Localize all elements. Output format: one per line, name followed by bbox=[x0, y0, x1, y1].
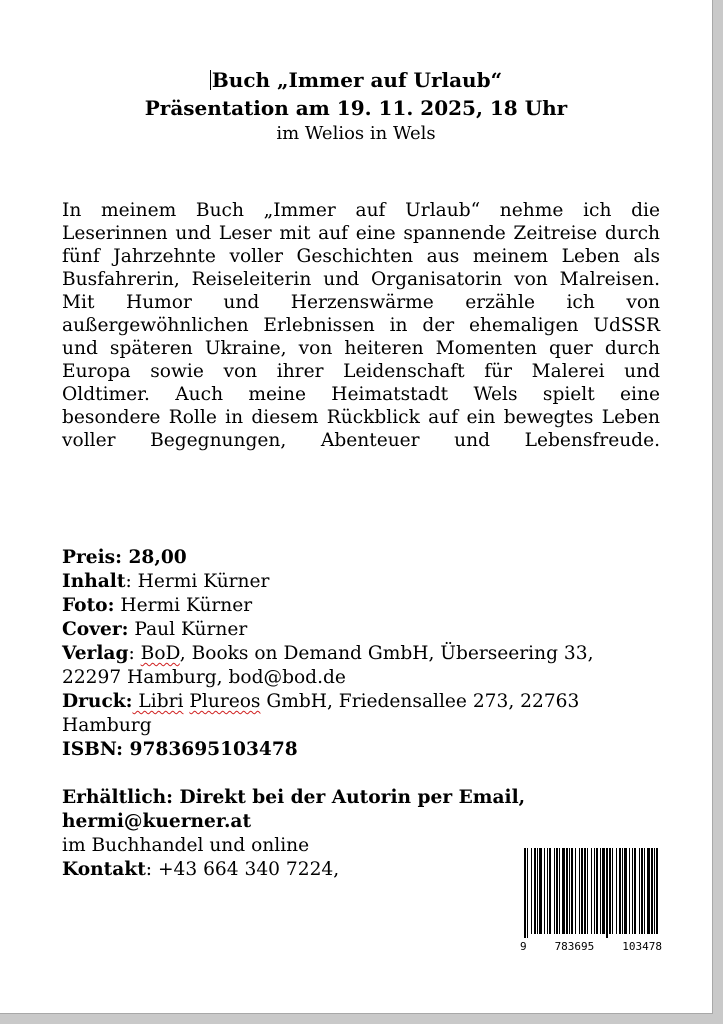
barcode-bar bbox=[581, 848, 583, 934]
availability: Erhältlich: Direkt bei der Autorin per Email, bbox=[62, 787, 526, 808]
content-value: : Hermi Kürner bbox=[125, 571, 270, 592]
body-line: fünf Jahrzehnte voller Geschichten aus meinem Leben als bbox=[62, 246, 660, 267]
barcode-bar bbox=[634, 848, 636, 934]
barcode-digits bbox=[520, 940, 662, 953]
content-row bbox=[62, 570, 622, 594]
price: Preis: 28,00 bbox=[62, 547, 187, 568]
body-line: Busfahrerin, Reiseleiterin und Organisatorin von Malreisen. bbox=[62, 269, 660, 290]
barcode-digit-group: 103478 bbox=[622, 940, 662, 953]
author-email: hermi@kuerner.at bbox=[62, 811, 252, 832]
photo-label: Foto: bbox=[62, 595, 115, 616]
book-details bbox=[62, 546, 622, 882]
barcode-bar bbox=[654, 848, 655, 934]
publisher-label: Verlag bbox=[62, 643, 129, 664]
barcode-bar bbox=[591, 848, 592, 934]
barcode-bar bbox=[534, 848, 536, 934]
barcode-bar bbox=[571, 848, 573, 934]
barcode-bar bbox=[600, 848, 601, 934]
print-city: Hamburg bbox=[62, 715, 152, 736]
barcode-bar bbox=[609, 848, 611, 934]
barcode-bar bbox=[619, 848, 621, 934]
barcode-bar bbox=[612, 848, 613, 934]
content-label: Inhalt bbox=[62, 571, 126, 592]
publisher-sep: : bbox=[128, 643, 141, 664]
publisher-bod: BoD bbox=[140, 643, 180, 664]
print-libri: Libri bbox=[132, 691, 184, 712]
barcode-bar bbox=[556, 848, 558, 934]
barcode-bar bbox=[531, 848, 532, 934]
barcode-bar bbox=[539, 848, 542, 934]
barcode-bar bbox=[647, 848, 650, 934]
contact-value: : +43 664 340 7224, bbox=[145, 859, 340, 880]
barcode-bar bbox=[624, 848, 627, 934]
barcode-bar bbox=[524, 848, 526, 938]
barcode-digit-group: 783695 bbox=[554, 940, 595, 953]
body-line: Oldtimer. Auch meine Heimatstadt Wels spielt eine bbox=[62, 384, 660, 405]
availability-more: im Buchhandel und online bbox=[62, 835, 310, 856]
barcode-bar bbox=[639, 848, 640, 934]
barcode-bar bbox=[547, 848, 548, 934]
barcode-bar bbox=[629, 848, 630, 934]
book-title-text: Buch „Immer auf Urlaub“ bbox=[211, 68, 503, 92]
barcode-bar bbox=[554, 848, 555, 934]
cover-row bbox=[62, 618, 622, 642]
barcode-bar bbox=[527, 848, 528, 938]
barcode-bar bbox=[644, 848, 645, 934]
publisher-row bbox=[62, 642, 622, 666]
publisher-rest: , Books on Demand GmbH, Überseering 33, bbox=[179, 643, 594, 664]
barcode-bar bbox=[569, 848, 570, 934]
barcode-bar bbox=[559, 848, 560, 934]
publisher-address: 22297 Hamburg, bod@bod.de bbox=[62, 667, 346, 688]
barcode-bar bbox=[579, 848, 580, 934]
cover-value: Paul Kürner bbox=[128, 619, 248, 640]
description-paragraph bbox=[62, 199, 660, 452]
barcode-bar bbox=[651, 848, 653, 934]
barcode-digit-group: 9 bbox=[520, 940, 527, 953]
barcode-bars bbox=[520, 848, 662, 938]
barcode-bar bbox=[584, 848, 586, 934]
body-line: voller Begegnungen, Abenteuer und Lebensfreude. bbox=[62, 430, 660, 451]
photo-row bbox=[62, 594, 622, 618]
body-line: Europa sowie von ihrer Leidenschaft für Malerei und bbox=[62, 361, 660, 382]
barcode-bar bbox=[544, 848, 545, 934]
barcode-bar bbox=[549, 848, 551, 934]
print-rest: GmbH, Friedensallee 273, 22763 bbox=[260, 691, 580, 712]
barcode-bar bbox=[575, 848, 576, 934]
text-cursor bbox=[210, 70, 211, 90]
presentation-location: im Welios in Wels bbox=[276, 123, 436, 144]
body-line: In meinem Buch „Immer auf Urlaub“ nehme ich die bbox=[62, 200, 660, 221]
body-line: außergewöhnlichen Erlebnissen in der ehemaligen UdSSR bbox=[62, 315, 660, 336]
barcode-bar bbox=[602, 848, 605, 934]
barcode-bar bbox=[622, 848, 623, 934]
title-block bbox=[0, 66, 712, 146]
barcode-bar bbox=[566, 848, 568, 934]
barcode-bar bbox=[616, 848, 617, 934]
body-line: Mit Humor und Herzenswärme erzähle ich von bbox=[62, 292, 660, 313]
body-line: besondere Rolle in diesem Rückblick auf ein bewegtes Leben bbox=[62, 407, 660, 428]
body-line: Leserinnen und Leser mit auf eine spannende Zeitreise durch bbox=[62, 223, 660, 244]
barcode-bar bbox=[656, 848, 658, 934]
spacer bbox=[62, 762, 622, 786]
barcode-bar bbox=[596, 848, 598, 934]
isbn: ISBN: 9783695103478 bbox=[62, 739, 298, 760]
book-title bbox=[0, 66, 712, 94]
barcode-bar bbox=[641, 848, 643, 934]
barcode-bar bbox=[606, 848, 608, 938]
print-plureos: Plureos bbox=[189, 691, 261, 712]
contact-label: Kontakt bbox=[62, 859, 146, 880]
isbn-barcode bbox=[520, 848, 662, 958]
barcode-bar bbox=[594, 848, 595, 934]
cover-label: Cover: bbox=[62, 619, 129, 640]
presentation-date: Präsentation am 19. 11. 2025, 18 Uhr bbox=[144, 96, 568, 120]
barcode-bar bbox=[537, 848, 538, 934]
print-label: Druck: bbox=[62, 691, 133, 712]
barcode-bar bbox=[587, 848, 588, 934]
barcode-bar bbox=[632, 848, 633, 934]
body-line: und späteren Ukraine, von heiteren Momenten quer durch bbox=[62, 338, 660, 359]
barcode-bar bbox=[562, 848, 565, 934]
print-row bbox=[62, 690, 622, 714]
photo-value: Hermi Kürner bbox=[114, 595, 253, 616]
